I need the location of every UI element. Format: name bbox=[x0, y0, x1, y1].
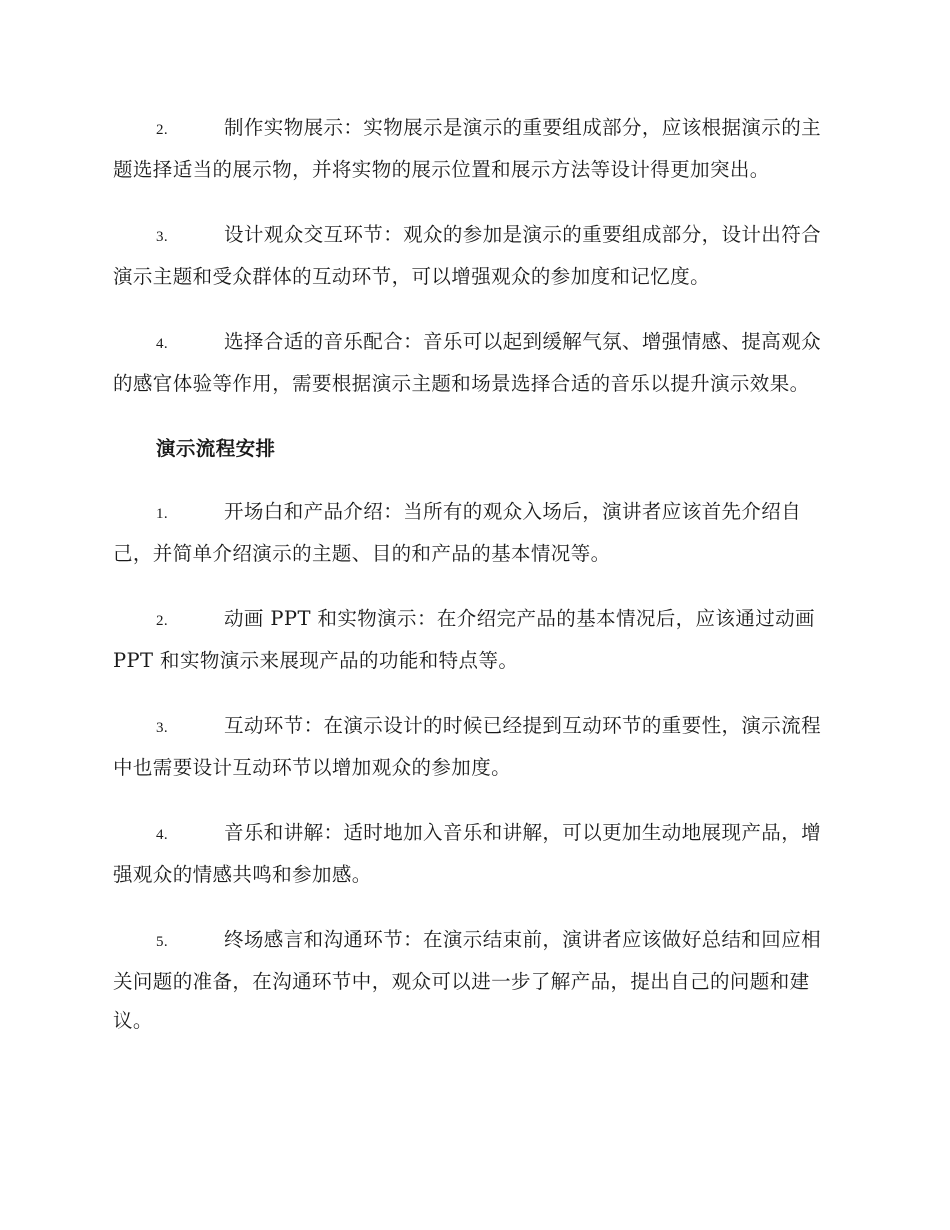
section-heading: 演示流程安排 bbox=[156, 437, 276, 460]
list-item-number: 4. bbox=[156, 336, 169, 352]
list-item-text: 互动环节：在演示设计的时候已经提到互动环节的重要性，演示流程中也需要设计互动环节以增加观众的参加度。 bbox=[113, 714, 822, 779]
list-item-text: 设计观众交互环节：观众的参加是演示的重要组成部分，设计出符合演示主题和受众群体的互动环节，可以增强观众的参加度和记忆度。 bbox=[113, 223, 822, 288]
list-item-number: 1. bbox=[156, 506, 169, 522]
list-item bbox=[113, 322, 838, 403]
list-item bbox=[113, 108, 838, 189]
list-item-number: 2. bbox=[156, 613, 169, 629]
list-item-number: 2. bbox=[156, 122, 169, 138]
list-item-text: 选择合适的音乐配合：音乐可以起到缓解气氛、增强情感、提高观众的感官体验等作用，需要根据演示主题和场景选择合适的音乐以提升演示效果。 bbox=[113, 330, 822, 395]
list-item bbox=[113, 706, 838, 787]
list-item bbox=[113, 492, 838, 573]
list-item bbox=[113, 215, 838, 296]
list-item bbox=[113, 813, 838, 894]
list-item-text: 动画 PPT 和实物演示：在介绍完产品的基本情况后，应该通过动画 PPT 和实物演示来展现产品的功能和特点等。 bbox=[113, 607, 815, 672]
list-item-number: 4. bbox=[156, 827, 169, 843]
list-item-number: 5. bbox=[156, 934, 169, 950]
list-item-number: 3. bbox=[156, 720, 169, 736]
list-item bbox=[113, 599, 838, 680]
list-item-text: 终场感言和沟通环节：在演示结束前，演讲者应该做好总结和回应相关问题的准备，在沟通环节中，观众可以进一步了解产品，提出自己的问题和建议。 bbox=[113, 928, 822, 1032]
list-item-text: 开场白和产品介绍：当所有的观众入场后，演讲者应该首先介绍自己，并简单介绍演示的主题、目的和产品的基本情况等。 bbox=[113, 500, 802, 565]
list-item bbox=[113, 920, 838, 1040]
list-item-text: 制作实物展示：实物展示是演示的重要组成部分，应该根据演示的主题选择适当的展示物，并将实物的展示位置和展示方法等设计得更加突出。 bbox=[113, 116, 822, 181]
list-item-text: 音乐和讲解：适时地加入音乐和讲解，可以更加生动地展现产品，增强观众的情感共鸣和参加感。 bbox=[113, 821, 822, 886]
document-page bbox=[113, 108, 838, 1066]
list-item-number: 3. bbox=[156, 229, 169, 245]
